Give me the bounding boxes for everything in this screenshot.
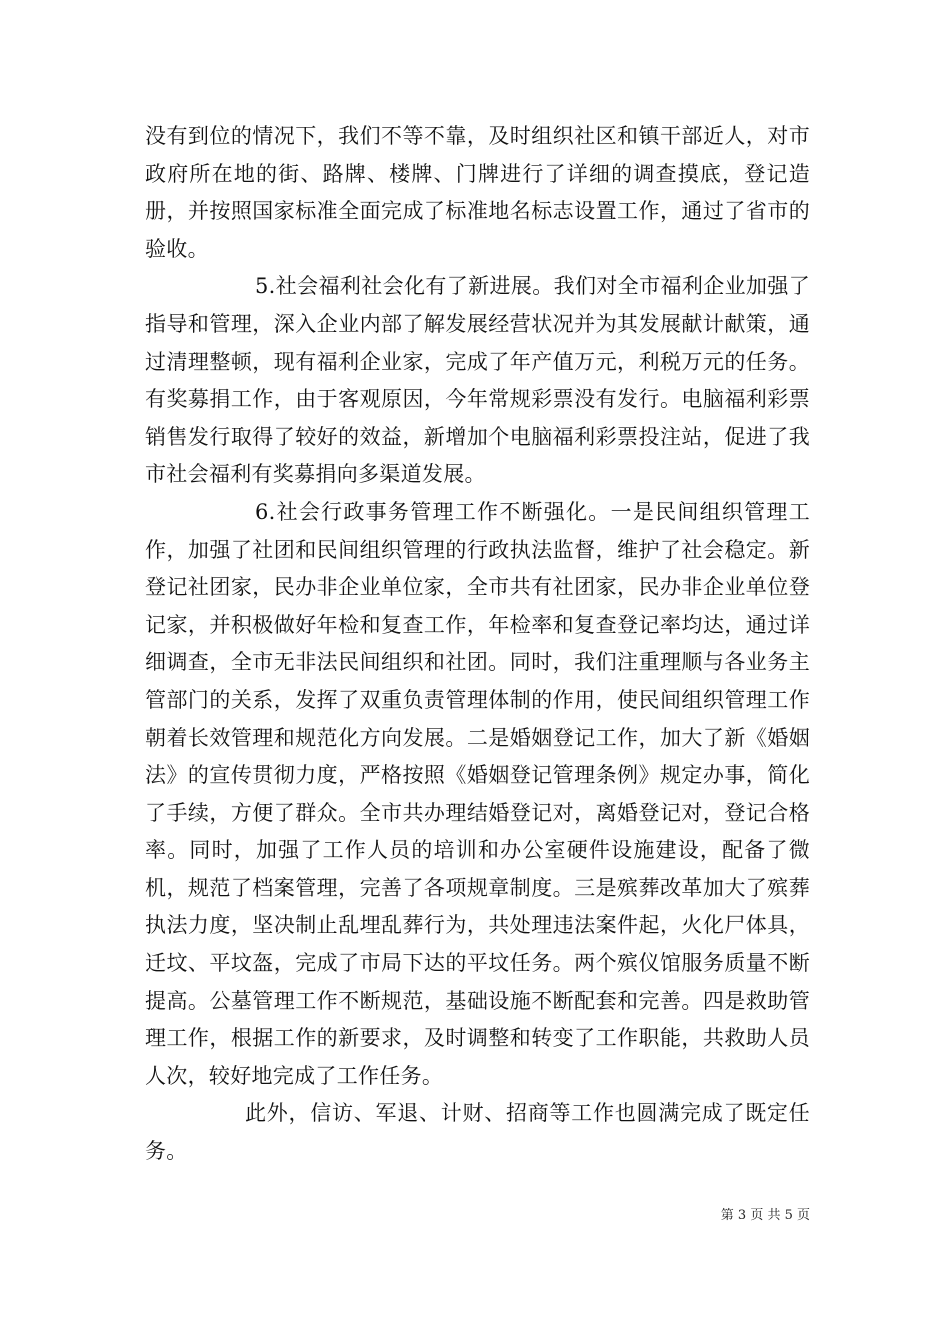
paragraph-social-welfare: 5.社会福利社会化有了新进展。我们对全市福利企业加强了指导和管理，深入企业内部了解发展经营状况并为其发展献计献策，通过清理整顿，现有福利企业家，完成了年产值万元，利税万元的任务。有奖募捐工作，由于客观原因，今年常规彩票没有发行。电脑福利彩票销售发行取得了较好的效益，新增加个电脑福利彩票投注站，促进了我市社会福利有奖募捐向多渠道发展。: [145, 274, 810, 487]
document-body: [145, 118, 810, 1171]
paragraph-administrative-affairs: 6.社会行政事务管理工作不断强化。一是民间组织管理工作，加强了社团和民间组织管理的行政执法监督，维护了社会稳定。新登记社团家，民办非企业单位家，全市共有社团家，民办非企业单位登记家，并积极做好年检和复查工作，年检率和复查登记率均达，通过详细调查，全市无非法民间组织和社团。同时，我们注重理顺与各业务主管部门的关系，发挥了双重负责管理体制的作用，使民间组织管理工作朝着长效管理和规范化方向发展。二是婚姻登记工作，加大了新《婚姻法》的宣传贯彻力度，严格按照《婚姻登记管理条例》规定办事，简化了手续，方便了群众。全市共办理结婚登记对，离婚登记对，登记合格率。同时，加强了工作人员的培训和办公室硬件设施建设，配备了微机，规范了档案管理，完善了各项规章制度。三是殡葬改革加大了殡葬执法力度，坚决制止乱埋乱葬行为，共处理违法案件起，火化尸体具，迁坟、平坟盔，完成了市局下达的平坟任务。两个殡仪馆服务质量不断提高。公墓管理工作不断规范，基础设施不断配套和完善。四是救助管理工作，根据工作的新要求，及时调整和转变了工作职能，共救助人员人次，较好地完成了工作任务。: [145, 499, 810, 1088]
paragraph-other-work: 此外，信访、军退、计财、招商等工作也圆满完成了既定任务。: [145, 1101, 810, 1164]
page-number-footer: 第 3 页 共 5 页: [720, 1208, 810, 1223]
paragraph-continuation: 没有到位的情况下，我们不等不靠，及时组织社区和镇干部近人，对市政府所在地的街、路牌、楼牌、门牌进行了详细的调查摸底，登记造册，并按照国家标准全面完成了标准地名标志设置工作，通过了省市的验收。: [145, 124, 810, 261]
